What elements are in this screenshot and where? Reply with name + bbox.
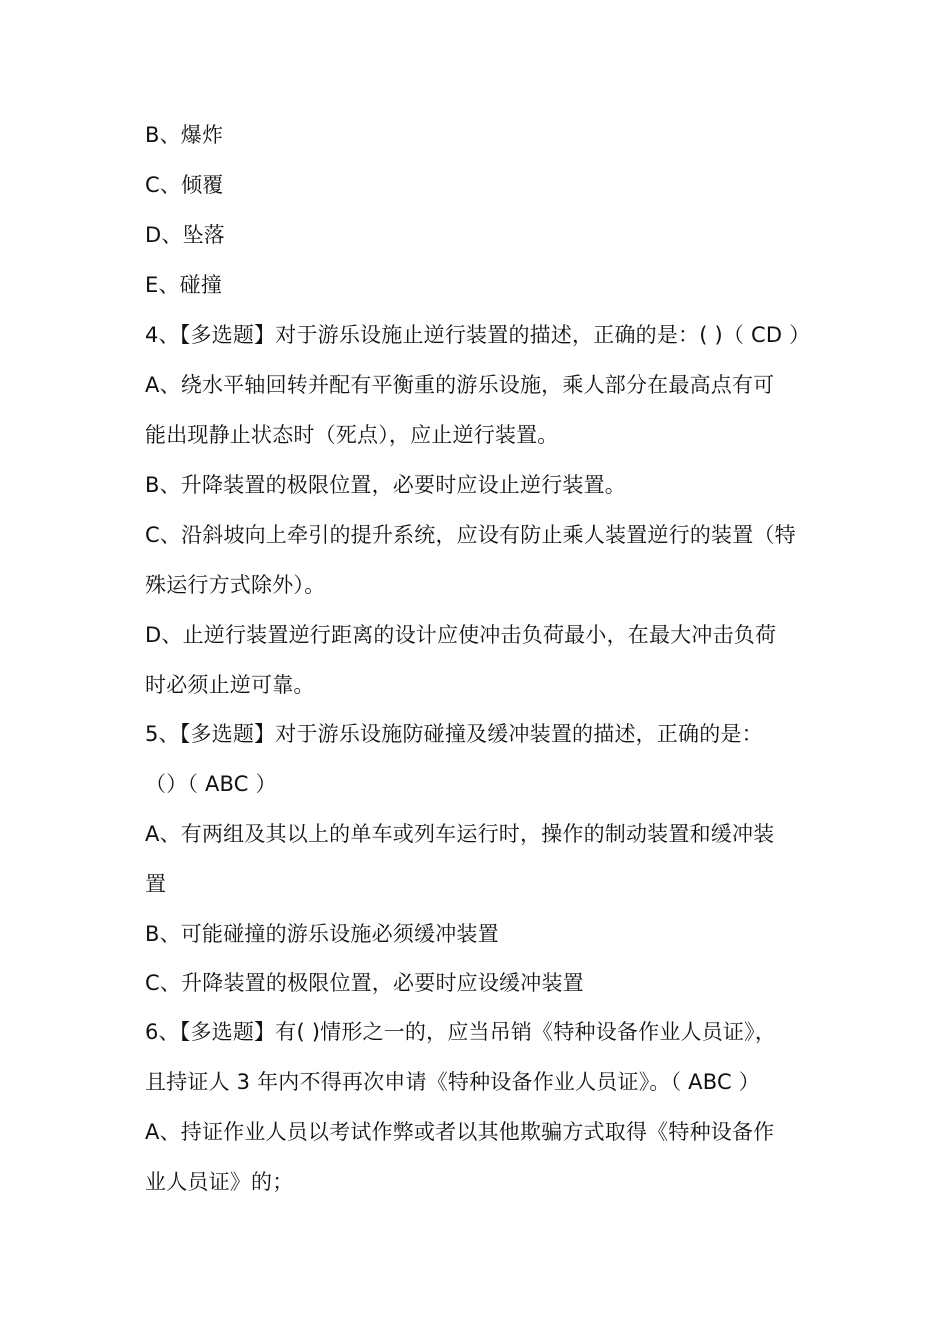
question-4: 4、【多选题】对于游乐设施止逆行装置的描述，正确的是：( )（ CD ）: [145, 323, 811, 347]
option-5-a-line-2: 置: [145, 872, 167, 896]
option-4-a-line-2: 能出现静止状态时（死点），应止逆行装置。: [145, 423, 559, 447]
question-6-line-2: 且持证人 3 年内不得再次申请《特种设备作业人员证》。（ ABC ）: [145, 1070, 760, 1094]
option-4-a-line-1: A、绕水平轴回转并配有平衡重的游乐设施，乘人部分在最高点有可: [145, 373, 775, 397]
option-6-a-line-2: 业人员证》的；: [145, 1170, 294, 1194]
option-4-b: B、升降装置的极限位置，必要时应设止逆行装置。: [145, 473, 627, 497]
option-3-b: B、爆炸: [145, 123, 224, 147]
option-4-c-line-2: 殊运行方式除外）。: [145, 573, 326, 597]
option-4-d-line-1: D、止逆行装置逆行距离的设计应使冲击负荷最小，在最大冲击负荷: [145, 623, 777, 647]
option-3-c: C、倾覆: [145, 173, 224, 197]
question-5-line-2: （）（ ABC ）: [145, 772, 277, 796]
option-4-d-line-2: 时必须止逆可靠。: [145, 673, 315, 697]
question-6-line-1: 6、【多选题】有( )情形之一的，应当吊销《特种设备作业人员证》，: [145, 1020, 777, 1044]
option-5-c: C、升降装置的极限位置，必要时应设缓冲装置: [145, 971, 584, 995]
question-5-line-1: 5、【多选题】对于游乐设施防碰撞及缓冲装置的描述，正确的是：: [145, 722, 763, 746]
option-3-d: D、坠落: [145, 223, 225, 247]
option-5-a-line-1: A、有两组及其以上的单车或列车运行时，操作的制动装置和缓冲装: [145, 822, 775, 846]
option-4-c-line-1: C、沿斜坡向上牵引的提升系统，应设有防止乘人装置逆行的装置（特: [145, 523, 796, 547]
option-6-a-line-1: A、持证作业人员以考试作弊或者以其他欺骗方式取得《特种设备作: [145, 1120, 775, 1144]
option-3-e: E、碰撞: [145, 273, 223, 297]
option-5-b: B、可能碰撞的游乐设施必须缓冲装置: [145, 922, 499, 946]
